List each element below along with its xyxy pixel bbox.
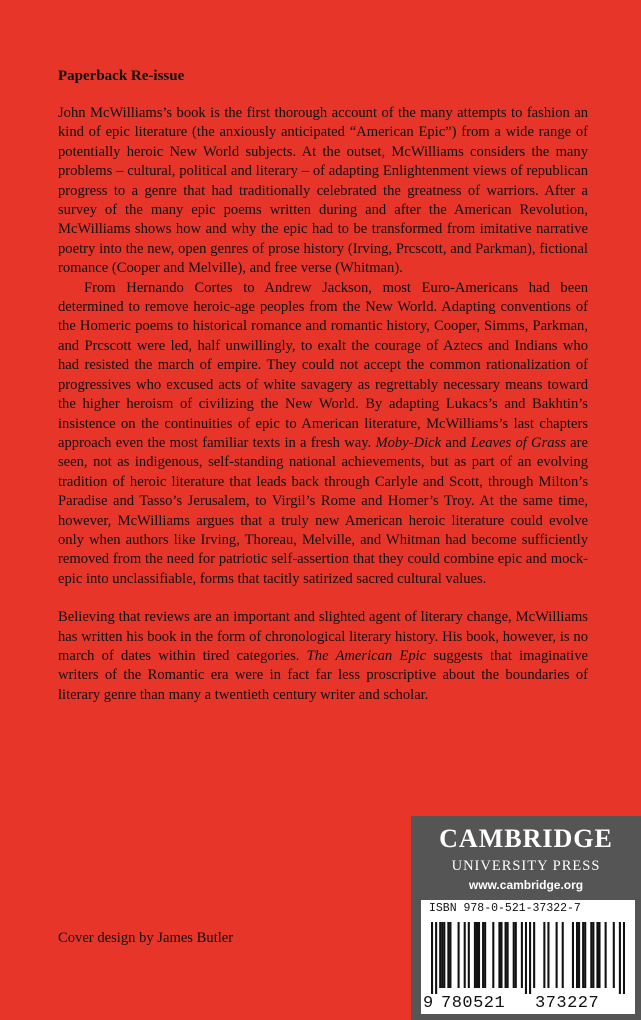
barcode-bar <box>590 922 592 988</box>
barcode-bar <box>513 922 515 988</box>
barcode-bar <box>478 922 480 988</box>
barcode-bar <box>492 922 494 988</box>
barcode-bar <box>521 922 523 988</box>
barcode-bar <box>507 922 509 988</box>
barcode-bar <box>505 922 507 988</box>
barcode-bar <box>464 922 466 988</box>
paragraph-1: John McWilliams’s book is the first thorough account of the many attempts to fashion an kind of epic literature (the anxiously anticipated “American Epic”) from a wide range of potentially heroic New World subjects. At the outset, McWilliams considers the many problems – cultural, political and literary – of adapting Enlightenment views of republican progress to a genre that had traditionally celebrated the greatness of warriors. After a survey of the many epic poems written during and after the American Revolution, McWilliams shows how and why the epic had to be transformed from imitative narrative poetry into the new, open genres of prose history (Irving, Prcscott, and Parkman), fictional romance (Cooper and Melville), and free verse (Whitman). <box>58 105 588 277</box>
publisher-logo-sub: UNIVERSITY PRESS <box>451 858 601 874</box>
barcode-bar <box>584 922 586 988</box>
barcode-bar <box>525 922 527 994</box>
barcode-icon <box>431 922 625 994</box>
barcode-digit-first: 9 <box>423 994 434 1013</box>
book-title-moby-dick: Moby-Dick <box>375 434 442 451</box>
barcode-bar <box>431 922 433 994</box>
isbn-label: ISBN 978-0-521-37322-7 <box>429 902 581 915</box>
barcode-bar <box>547 922 549 988</box>
barcode-bar <box>576 922 578 988</box>
barcode-bar <box>515 922 517 988</box>
barcode-bar <box>562 922 564 988</box>
barcode-bar <box>439 922 441 988</box>
barcode-bar <box>572 922 574 988</box>
description-text <box>58 104 588 705</box>
book-title-leaves-of-grass: Leaves of Grass <box>470 434 566 451</box>
barcode-bar <box>605 922 607 988</box>
barcode-bar <box>500 922 502 988</box>
barcode-bar <box>441 922 443 988</box>
barcode-bar <box>619 922 621 994</box>
barcode-bar <box>613 922 615 988</box>
barcode-bar <box>458 922 460 988</box>
barcode-panel <box>421 900 635 1014</box>
paragraph-3 <box>58 608 588 705</box>
barcode-bar <box>556 922 558 988</box>
section-heading: Paperback Re-issue <box>58 68 185 84</box>
barcode-group-1: 780521 <box>441 994 506 1013</box>
barcode-bar <box>498 922 500 988</box>
barcode-bar <box>533 922 535 988</box>
barcode-bar <box>482 922 484 988</box>
barcode-bar <box>449 922 451 988</box>
barcode-bar <box>476 922 478 988</box>
barcode-bar <box>484 922 486 988</box>
barcode-bar <box>468 922 470 988</box>
paragraph-2 <box>58 279 588 590</box>
paragraph-3-text-b: suggests that imaginative writers of the Romantic era were in fact far less proscriptive about the boundaries of literary genre than many a twentieth century writer and scholar. <box>58 647 589 703</box>
barcode-bar <box>543 922 545 988</box>
barcode-bar <box>474 922 476 988</box>
barcode-bar <box>435 922 437 994</box>
paragraph-2-text-a: From Hernando Cortes to Andrew Jackson, most Euro-Americans had been determined to remove heroic-age peoples from the New World. Adapting conventions of the Homeric poems to historical romance and romantic history, Cooper, Simms, Parkman, and Prcscott were led, half unwillingly, to exalt the courage of Aztecs and Indians who had resisted the march of empire. They could not accept the common rationalization of progressives who excused acts of white savagery as regrettably necessary means toward the higher heroism of civilizing the New World. By adapting Lukacs’s and Bakhtin’s insistence on the continuities of epic to American literature, McWilliams’s last chapters approach even the most familiar texts in a fresh way. <box>58 279 588 451</box>
barcode-bar <box>443 922 445 988</box>
publisher-logo-name: CAMBRIDGE <box>439 824 613 853</box>
paragraph-3-text-a: Believing that reviews are an important and slighted agent of literary change, McWilliams has written his book in the form of chronological literary history. His book, however, is no march of dates within tired categories. <box>58 609 588 664</box>
paragraph-2-text-b: and <box>441 434 471 451</box>
paragraph-2-text-c: are seen, not as indigenous, self-standing national achievements, but as part of an evolving tradition of heroic literature that leads back through Carlyle and Scott, through Milton’s Paradise and Tasso’s Jerusalem, to Virgil’s Rome and Homer’s Troy. At the same time, however, McWilliams argues that a truly new American heroic literature could evolve only when authors like Irving, Thoreau, Melville, and Whitman had become sufficiently removed from the need for patriotic self-assertion that they could combine epic and mock-epic into unclassifiable, forms that tacitly satirized sacred cultural values. <box>58 434 588 587</box>
barcode-bar <box>623 922 625 994</box>
barcode-bar <box>447 922 449 988</box>
barcode-bar <box>529 922 531 994</box>
book-title-american-epic: The American Epic <box>306 647 427 664</box>
barcode-bar <box>592 922 594 988</box>
barcode-bar <box>578 922 580 988</box>
cover-design-credit: Cover design by James Butler <box>58 930 234 946</box>
publisher-block <box>411 816 641 1020</box>
barcode-group-2: 373227 <box>535 994 600 1013</box>
barcode-bar <box>582 922 584 988</box>
barcode-bar <box>598 922 600 988</box>
barcode-bar <box>596 922 598 988</box>
publisher-url: www.cambridge.org <box>468 878 584 892</box>
